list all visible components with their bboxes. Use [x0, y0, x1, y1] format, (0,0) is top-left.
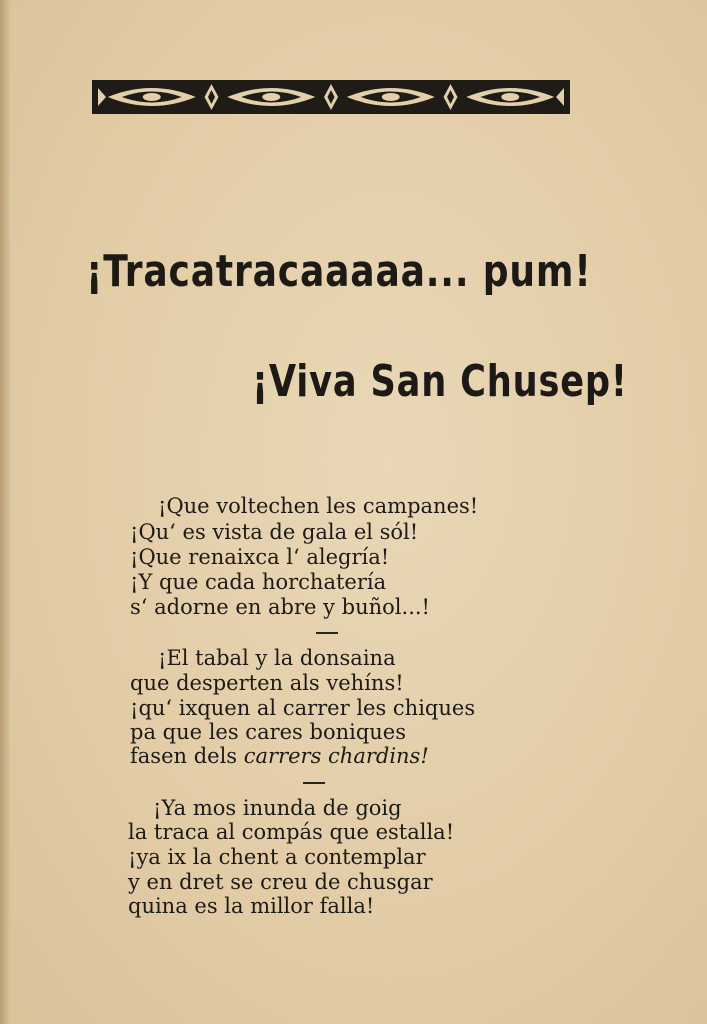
eye-pupil [143, 93, 161, 101]
stanza-divider [303, 782, 325, 784]
eye-pupil [262, 93, 280, 101]
poem-line: s‘ adorne en abre y buñol...! [130, 595, 430, 619]
page-title-line-1: ¡Tracatracaaaaa... pum! [86, 246, 592, 297]
poem-line: ¡El tabal y la donsaina [158, 646, 396, 670]
poem-line: la traca al compás que estalla! [128, 820, 455, 844]
poem-line [130, 744, 429, 768]
poem-line: pa que les cares boniques [130, 720, 407, 744]
binding-edge [0, 0, 10, 1024]
stanza-divider [316, 632, 338, 634]
eye-pupil [382, 93, 400, 101]
poem-line: ¡qu‘ ixquen al carrer les chiques [130, 696, 476, 720]
poem-line: ¡Que voltechen les campanes! [158, 494, 479, 518]
poem-line-italic: carrers chardins! [243, 744, 429, 768]
eye-pattern-border-icon [92, 80, 570, 114]
poem-line: ¡Y que cada horchatería [130, 570, 387, 594]
poem-line: ¡ya ix la chent a contemplar [128, 845, 426, 869]
poem-line: ¡Ya mos inunda de goig [153, 796, 402, 820]
poem-line: quina es la millor falla! [128, 894, 375, 918]
poem-line: ¡Que renaixca l‘ alegría! [130, 545, 390, 569]
poem-line: ¡Qu‘ es vista de gala el sól! [130, 520, 419, 544]
poem-line-text: fasen dels [130, 744, 244, 768]
poem-line: que desperten als vehíns! [130, 671, 404, 695]
page-title-line-2: ¡Viva San Chusep! [252, 356, 628, 407]
poem-line: y en dret se creu de chusgar [128, 870, 433, 894]
eye-pupil [501, 93, 519, 101]
